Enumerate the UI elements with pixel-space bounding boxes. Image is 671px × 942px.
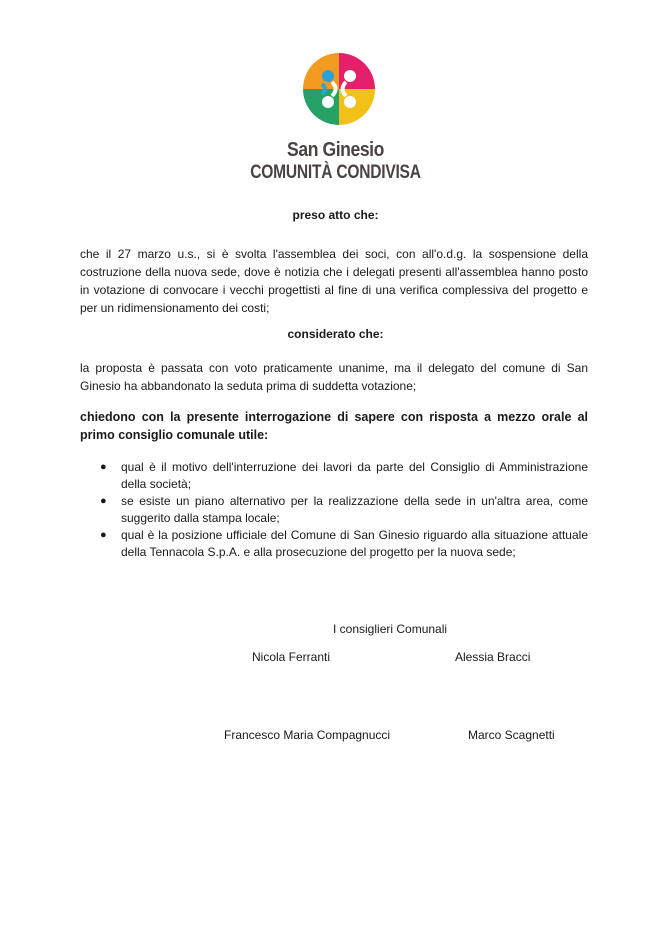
heading-preso-atto: preso atto che: [292,208,379,222]
bullet-icon: ● [100,529,107,541]
signature-name: Alessia Bracci [455,650,531,664]
list-item [80,527,588,561]
brand-name: San Ginesio [287,139,384,161]
signature-name: Nicola Ferranti [252,650,331,664]
signature-name: Francesco Maria Compagnucci [224,728,391,742]
signature-name: Marco Scagnetti [468,728,555,742]
list-item [80,493,588,527]
paragraph-richiesta: chiedono con la presente interrogazione di sapere con risposta a mezzo orale al primo consiglio comunale utile: [80,410,588,442]
heading-considerato: considerato che: [287,327,384,341]
question-text: qual è la posizione ufficiale del Comune di San Ginesio riguardo alla situazione attuale della Tennacola S.p.A. e alla prosecuzione del progetto per la nuova sede; [121,528,588,559]
paragraph-assemblea: che il 27 marzo u.s., si è svolta l'assemblea dei soci, con all'o.d.g. la sospensione della costruzione della nuova sede, dove è notizia che i delegati presenti all'assemblea hanno posto in votazione di convocare i vecchi progettisti al fine di una verifica complessiva del progetto e per un ridimensionamento dei costi; [80,247,588,315]
list-item [80,459,588,493]
people-circle-logo [302,52,376,126]
paragraph-proposta: la proposta è passata con voto praticamente unanime, ma il delegato del comune di San Ginesio ha abbandonato la seduta prima di suddetta votazione; [80,361,588,393]
brand-tagline: COMUNITÀ CONDIVISA [250,162,421,183]
question-text: se esiste un piano alternativo per la realizzazione della sede in un'altra area, come suggerito dalla stampa locale; [121,494,588,525]
question-text: qual è il motivo dell'interruzione dei lavori da parte del Consiglio di Amministrazione della società; [121,460,588,491]
bullet-icon: ● [100,495,107,507]
bullet-icon: ● [100,461,107,473]
questions-list [80,459,588,561]
signatures-title: I consiglieri Comunali [333,622,448,636]
